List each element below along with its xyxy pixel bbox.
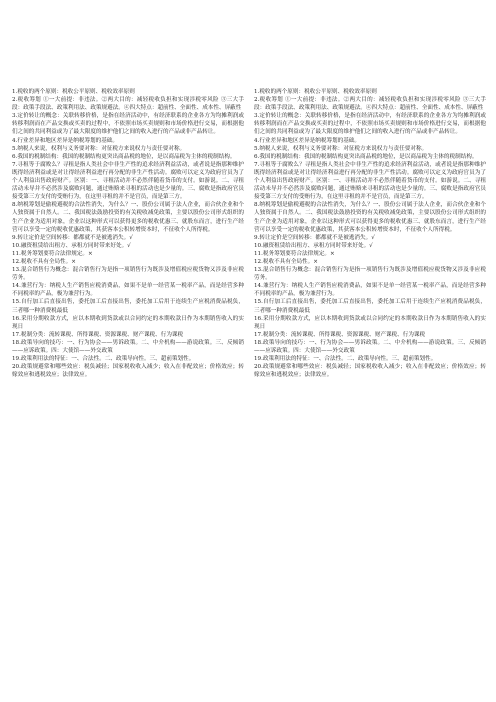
paragraph: 6.我国的税制结构：我国的税制结构更突出商品税的地位，是以商品税为主体的税制结构。 — [254, 153, 478, 160]
paragraph: 15.自行加工后直接出售，委托加工后直接出售，委托加工后用于连续生产应税消费品税负，三者哪一种消费税最低 — [12, 299, 244, 314]
paragraph: 11.税务筹划要符合法律规定。× — [254, 250, 335, 257]
paragraph: 14.兼营行为：纳税人生产销售应税消费品，如果不是单一经营某一税率产品，而是经营多种不同税率的产品，极为兼营行为。 — [12, 283, 244, 298]
paragraph: 4.行业差异和地区差异是纳税筹划的基础。 — [12, 137, 119, 144]
paragraph: 6.我国的税制结构：我国的税制结构更突出商品税的地位，是以商品税为主体的税制结构。 — [12, 153, 236, 160]
paragraph: 5.纳税人来说，权利与义务要对称：对征税方来说权力与责任要对称。 — [12, 145, 186, 152]
paragraph: 10.融资租赁给出租方、承租方同时带来好处。√ — [254, 242, 373, 249]
paragraph: 16.采用分期收款方式，应以本期收到货款或以合同约定的本期收款日作为本期销售收入的实现日 — [254, 315, 486, 330]
paragraph: 15.自行加工后直接出售，委托加工后直接出售，委托加工后用于连续生产应税消费品税负，三者哪一种消费税最低 — [254, 299, 486, 314]
paragraph: 11.税务筹划要符合法律规定。× — [12, 250, 93, 257]
paragraph: 1.税收的两个原则：税收公平原则、税收效率原则 — [12, 89, 135, 95]
paragraph: 9.转让定价是空间转移：都都就不是被逃消失。√ — [254, 234, 375, 241]
paragraph: 9.转让定价是空间转移：都都就不是被逃消失。√ — [12, 234, 133, 241]
paragraph: 2.税收筹划 ①一大前提：非违法。②两大目的：减轻税收负担和实现涉税零风险 ③三大手段：政策手段法、政策利用法、政策规避法。④四大特点：超前性、全面性、成本性、屏蔽性 — [12, 97, 244, 112]
paragraph: 19.政策利用法的特征：一、合法性。二、政策导向性。三、超前策划性。 — [254, 356, 437, 363]
paragraph: 16.采用分期收款方式，应以本期收到货款或以合同约定的本期收款日作为本期销售收入的实现日 — [12, 315, 244, 330]
paragraph: 12.税收不具有全局性。× — [254, 258, 318, 265]
paragraph: 7.寻租等于腐败么？寻租是指人类社会中非生产性的追求经济利益活动，或者说是指那种维护既得经济利益或是对让得经济利益进行再分配的非生产性活动。腐败可以定义为政府官员为了个人利益出售政府财产。区别：一、寻租活动并不必然伴随着货币的支付。如游说。二、寻租活动未导并不必然涉及腐败问题，通过贿赂来寻租的活动也是少量的。三、腐败是指政府官员接受第三方支付的受贿行为，在这里寻租的并不是官员，而是第三方。 — [12, 161, 244, 201]
paragraph: 13.混合销售行为概念：混合销售行为是指一项销售行为既涉及增值税应税货物又涉及非应税劳务。 — [254, 267, 486, 282]
paragraph: 5.纳税人来说，权利与义务要对称：对征税方来说权力与责任要对称。 — [254, 145, 428, 152]
paragraph: 12.税收不具有全局性。× — [12, 258, 76, 265]
paragraph: 4.行业差异和地区差异是纳税筹划的基础。 — [254, 137, 361, 144]
left-column — [12, 88, 244, 379]
paragraph: 3.定价转让的概念：关联转移价格，是指在经济活动中，有经济联系的企业各方为均摊利润或转移利润而在产品交换或买卖的过程中，不依照市场买卖规则和市场价格进行交易，而根据他们之间的共同利益或为了最大限度的维护他们之间的收入进行的产品或非产品转让。 — [254, 113, 486, 136]
paragraph: 1.税收的两个原则：税收公平原则、税收效率原则 — [254, 89, 377, 95]
paragraph: 19.政策利用法的特征：一、合法性。二、政策导向性。三、超前策划性。 — [12, 356, 195, 363]
paragraph: 18.政策导向的技巧：一、行为协会——男诉政策。二、中介机构——游说政策。三、反倾销——应诉政策。四：大使馆——外交政策 — [12, 339, 244, 354]
paragraph: 17.税制分类：流转课税、所得课税、资源课税、财产课税、行为课税 — [12, 331, 184, 338]
paragraph: 13.混合销售行为概念：混合销售行为是指一项销售行为既涉及增值税应税货物又涉及非应税劳务。 — [12, 267, 244, 282]
paragraph: 14.兼营行为：纳税人生产销售应税消费品，如果不是单一经营某一税率产品，而是经营多种不同税率的产品，极为兼营行为。 — [254, 283, 486, 298]
paragraph: 7.寻租等于腐败么？寻租是指人类社会中非生产性的追求经济利益活动，或者说是指那种维护既得经济利益或是对让得经济利益进行再分配的非生产性活动。腐败可以定义为政府官员为了个人利益出售政府财产。区别：一、寻租活动并不必然伴随着货币的支付。如游说。二、寻租活动未导并不必然涉及腐败问题，通过贿赂来寻租的活动也是少量的。三、腐败是指政府官员接受第三方支付的受贿行为，在这里寻租的并不是官员，而是第三方。 — [254, 161, 486, 201]
paragraph: 17.税制分类：流转课税、所得课税、资源课税、财产课税、行为课税 — [254, 331, 426, 338]
paragraph: 3.定价转让的概念：关联转移价格，是指在经济活动中，有经济联系的企业各方为均摊利润或转移利润而在产品交换或买卖的过程中，不依照市场买卖规则和市场价格进行交易，而根据他们之间的共同利益或为了最大限度的维护他们之间的收入进行的产品或非产品转让。 — [12, 113, 244, 136]
paragraph: 20.政策规避常和哪些效应：税负减轻；国家税收收入减少；收入在非配效应；价格效应；转嫁效应和逃税效应；法律效应。 — [12, 364, 244, 379]
paragraph: 8.纳税筹划是偷税避税的合法性消失，为什么？一、股份公司属于法人企业，而合伙企业和个人独资属于自然人。二、我国税法鼓励投资的有关税收减免政策，主要以股份公司形式组织的生产企业为适用对象，企业以这种形式可以获得更多的税收优惠三、就股东而言，进行生产经营可以享受一定的税收优惠政策，其获客本公积转增资本时，不征收个人所得税。 — [254, 202, 486, 233]
paragraph: 2.税收筹划 ①一大前提：非违法。②两大目的：减轻税收负担和实现涉税零风险 ③三大手段：政策手段法、政策利用法、政策规避法。④四大特点：超前性、全面性、成本性、屏蔽性 — [254, 97, 486, 112]
paragraph: 18.政策导向的技巧：一、行为协会——男诉政策。二、中介机构——游说政策。三、反倾销——应诉政策。四：大使馆——外交政策 — [254, 339, 486, 354]
paragraph: 20.政策规避常和哪些效应：税负减轻；国家税收收入减少；收入在非配效应；价格效应；转嫁效应和逃税效应；法律效应。 — [254, 364, 486, 379]
paragraph: 8.纳税筹划是偷税避税的合法性消失，为什么？一、股份公司属于法人企业，而合伙企业和个人独资属于自然人。二、我国税法鼓励投资的有关税收减免政策，主要以股份公司形式组织的生产企业为适用对象，企业以这种形式可以获得更多的税收优惠三、就股东而言，进行生产经营可以享受一定的税收优惠政策，其获客本公积转增资本时，不征收个人所得税。 — [12, 202, 244, 233]
paragraph: 10.融资租赁给出租方、承租方同时带来好处。√ — [12, 242, 131, 249]
right-column — [254, 88, 486, 379]
